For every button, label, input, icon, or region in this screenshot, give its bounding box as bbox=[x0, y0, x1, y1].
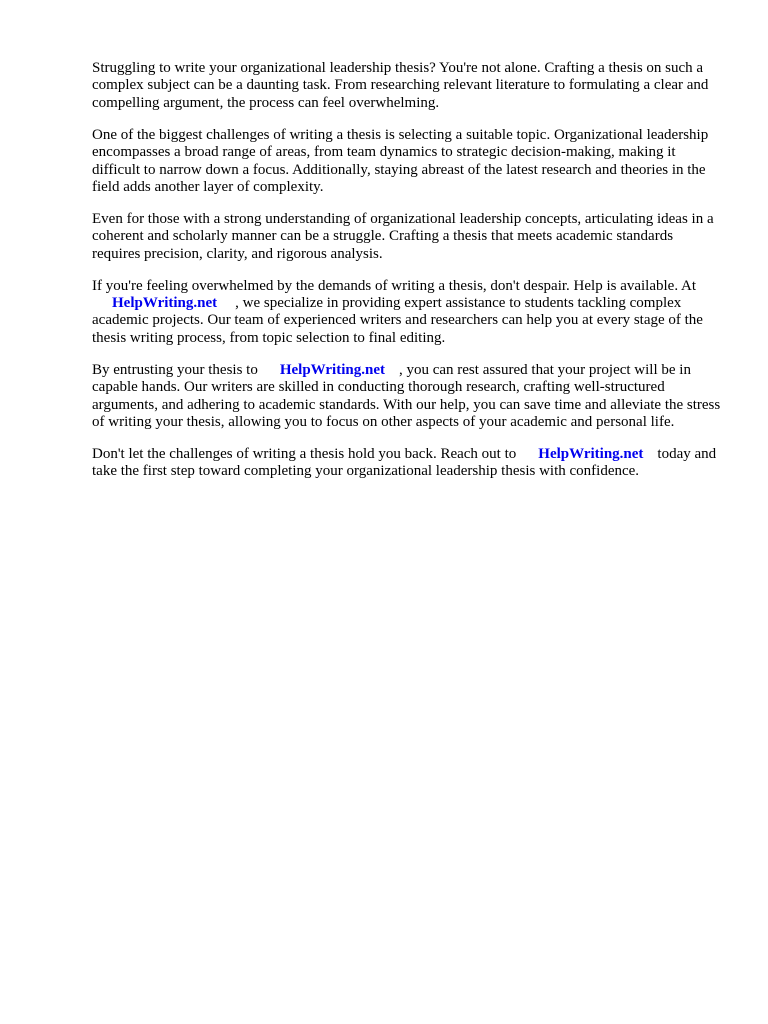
paragraph-entrust bbox=[92, 362, 722, 432]
helpwriting-link[interactable]: HelpWriting.net bbox=[538, 445, 644, 462]
help-services-text: , we specialize in providing expert assistance to students tackling complex academic projects. Our team of experienced writers and researchers can help you at every stage of the thesis writing process, from topic selection to final editing. bbox=[92, 294, 703, 346]
cta-rest-text: today and take the first step toward completing your organizational leadership thesis with confidence. bbox=[92, 445, 717, 480]
paragraph-topic-challenge: One of the biggest challenges of writing a thesis is selecting a suitable topic. Organizational leadership encompasses a broad range of areas, from team dynamics to strategic decision-making, making it difficult to narrow down a focus. Additionally, staying abreast of the latest research and theories in the field adds another layer of complexity. bbox=[92, 126, 709, 195]
helpwriting-link[interactable]: HelpWriting.net bbox=[279, 361, 385, 378]
helpwriting-link[interactable]: HelpWriting.net bbox=[112, 294, 218, 311]
paragraph-articulation: Even for those with a strong understanding of organizational leadership concepts, articulating ideas in a coherent and scholarly manner can be a struggle. Crafting a thesis that meets academic standards requires precision, clarity, and rigorous analysis. bbox=[92, 210, 714, 262]
entrust-rest-text: , you can rest assured that your project will be in capable hands. Our writers are skilled in conducting thorough research, crafting well-structured arguments, and adhering to academic standards. With our help, you can save time and alleviate the stress of writing your thesis, allowing you to focus on other aspects of your academic and personal life. bbox=[92, 361, 721, 430]
help-available-text: If you're feeling overwhelmed by the demands of writing a thesis, don't despair. Help is available. At bbox=[92, 277, 696, 294]
cta-text: Don't let the challenges of writing a thesis hold you back. Reach out to bbox=[92, 445, 517, 462]
paragraph-intro: Struggling to write your organizational leadership thesis? You're not alone. Crafting a thesis on such a complex subject can be a daunting task. From researching relevant literature to formulating a clear and compelling argument, the process can feel overwhelming. bbox=[92, 60, 709, 111]
paragraph-call-to-action bbox=[92, 446, 722, 481]
paragraph-help-available bbox=[92, 278, 722, 348]
document-page bbox=[92, 60, 722, 495]
entrust-text: By entrusting your thesis to bbox=[92, 361, 258, 378]
